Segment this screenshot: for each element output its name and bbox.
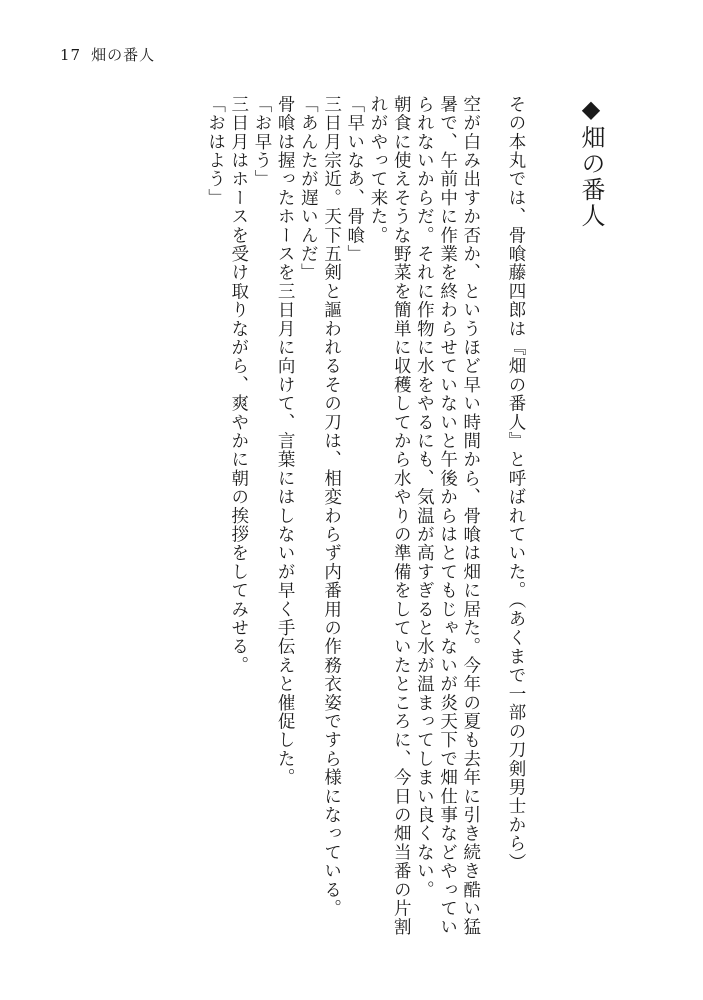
dialogue-line: 「あんたが遅いんだ」 — [298, 95, 319, 282]
dialogue-line: 「早いなあ、骨喰」 — [344, 95, 365, 264]
paragraph: 三日月はホースを受け取りながら、爽やかに朝の挨拶をしてみせる。 — [228, 95, 249, 675]
page-number: 17 — [60, 46, 82, 64]
dialogue-line: 「お早う」 — [251, 95, 272, 189]
chapter-title: ◆畑の番人 — [577, 95, 605, 229]
blank-line — [482, 95, 504, 955]
paragraph: 骨喰は握ったホースを三日月に向けて、言葉にはしないが早く手伝えと催促した。 — [275, 95, 296, 787]
paragraph: 三日月宗近。天下五剣と謳われるその刀は、相変わらず内番用の作務衣姿ですら様になっている。 — [321, 95, 342, 918]
paragraph: その本丸では、骨喰藤四郎は『畑の番人』と呼ばれていた。（あくまで一部の刀剣男士から） — [506, 95, 526, 872]
vertical-text-body — [203, 95, 615, 955]
paragraph: 空が白み出すか否か、というほど早い時間から、骨喰は畑に居た。今年の夏も去年に引き続き酷い猛暑で、午前中に作業を終わらせていないと午後からはとてもじゃないが炎天下で畑仕事などやっていられないからだ。それに作物に水をやるにも、気温が高すぎると水が温まってしまい良くない。 — [414, 95, 481, 937]
running-header — [60, 44, 155, 65]
running-title: 畑の番人 — [91, 46, 156, 64]
dialogue-line: 「おはよう」 — [205, 95, 226, 208]
paragraph: 朝食に使えそうな野菜を簡単に収穫してから水やりの準備をしていたところに、今日の畑当番の片割れがやって来た。 — [367, 95, 412, 937]
